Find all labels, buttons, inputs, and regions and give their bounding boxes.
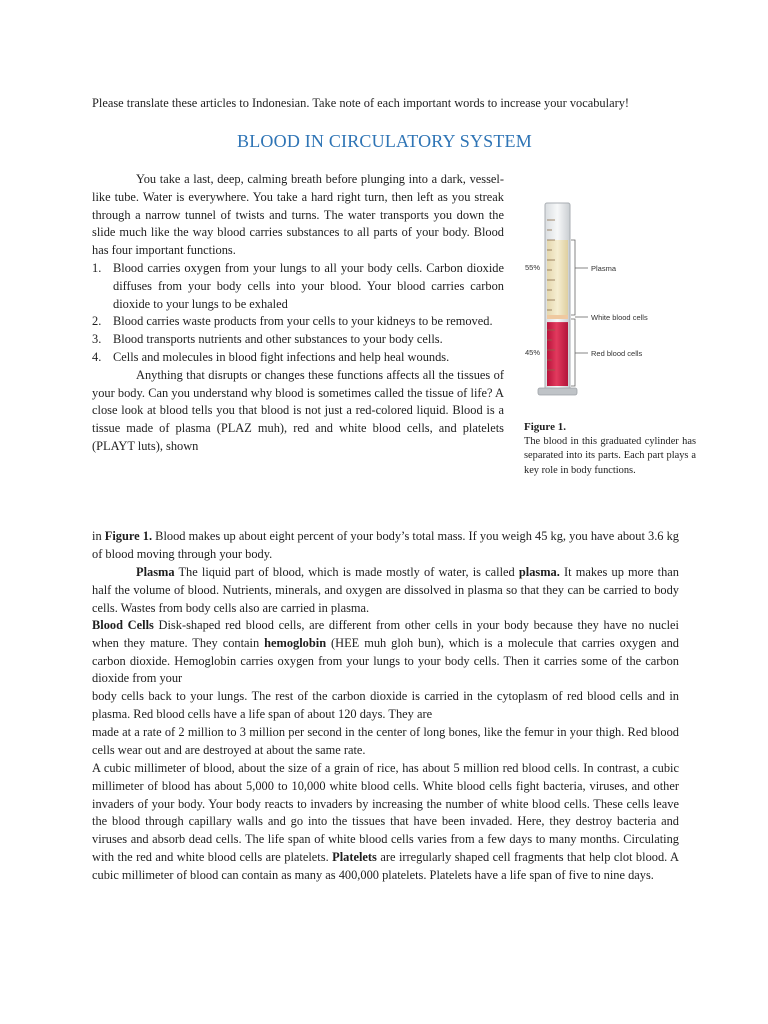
figure-reference: Figure 1. bbox=[104, 529, 153, 543]
figure-caption-text: The blood in this graduated cylinder has separated into its parts. Each part plays a key role in body functions. bbox=[524, 435, 696, 476]
blood-cells-heading: Blood Cells bbox=[92, 618, 154, 632]
blood-cells-line2: body cells back to your lungs. The rest of the carbon dioxide is carried in the cytoplasm of red blood cells and in plasma. Red blood cells have a life span of about 120 days. They are bbox=[92, 689, 679, 721]
red-cells-label: Red blood cells bbox=[591, 349, 643, 358]
instruction-text: Please translate these articles to Indonesian. Take note of each important words to increase your vocabulary! bbox=[92, 96, 630, 110]
left-column bbox=[92, 171, 504, 456]
intro-paragraph: You take a last, deep, calming breath before plunging into a dark, vessel-like tube. Water is everywhere. You take a hard right turn, then left as you streak through a narrow tunnel of twists and turns. The water transports you down the slide much like the way blood carries substances to all parts of your body. Blood has four important functions. bbox=[92, 172, 504, 258]
plasma-layer bbox=[547, 240, 568, 318]
graduated-cylinder-illustration bbox=[524, 198, 694, 403]
red-bracket bbox=[571, 319, 575, 386]
blood-cells-paragraph: Blood Cells Disk-shaped red blood cells, are different from other cells in your body because they have no nuclei when they mature. They contain hemoglobin (HEE muh gloh bun), which is a molecule that carries oxygen and carbon dioxide. Hemoglobin carries oxygen from your lungs to your body cells. Then it carries some of the carbon dioxide from your bbox=[92, 618, 679, 686]
functions-list bbox=[92, 260, 504, 367]
cylinder-base bbox=[538, 388, 577, 395]
plasma-heading: Plasma bbox=[136, 565, 175, 579]
list-item: 1. Blood carries oxygen from your lungs to all your body cells. Carbon dioxide diffuses from your body cells into your blood. Your blood carries carbon dioxide to your lungs to be exhaled bbox=[92, 260, 504, 311]
list-item: 3. Blood transports nutrients and other substances to your body cells. bbox=[92, 332, 443, 347]
plasma-bracket bbox=[571, 240, 575, 315]
hemoglobin-term: hemoglobin bbox=[264, 635, 327, 650]
white-blood-cell-band bbox=[547, 315, 568, 319]
blood-cells-line3: made at a rate of 2 million to 3 million per second in the center of long bones, like the femur in your thigh. Red blood cells wear out and are destroyed at about the same rate. bbox=[92, 725, 679, 757]
red-percent-label: 45% bbox=[525, 348, 541, 357]
article-title: BLOOD IN CIRCULATORY SYSTEM bbox=[237, 131, 532, 151]
plasma-term: plasma. bbox=[518, 565, 560, 579]
list-item: 4. Cells and molecules in blood fight infections and help heal wounds. bbox=[92, 349, 450, 364]
list-item: 2. Blood carries waste products from your cells to your kidneys to be removed. bbox=[92, 314, 493, 329]
disrupt-paragraph: Anything that disrupts or changes these functions affects all the tissues of your body. Can you understand why blood is sometimes called the tissue of life? A close look at blood tells you that blood is not just a red-colored liquid. Blood is a tissue made of plasma (PLAZ muh), red and white blood cells, and platelets (PLAYT luts), shown bbox=[92, 367, 504, 453]
red-blood-cell-layer bbox=[547, 322, 568, 386]
figure-caption-title: Figure 1. bbox=[524, 421, 566, 433]
figure-1 bbox=[524, 198, 694, 409]
disrupt-continuation: in Figure 1. Blood makes up about eight percent of your body’s total mass. If you weigh 45 kg, you have about 3.6 kg of blood moving through your body. bbox=[92, 529, 680, 561]
platelets-term: Platelets bbox=[332, 849, 377, 864]
plasma-label: Plasma bbox=[591, 264, 617, 273]
plasma-percent-label: 55% bbox=[525, 263, 541, 272]
cubic-paragraph: A cubic millimeter of blood, about the size of a grain of rice, has about 5 million red blood cells. In contrast, a cubic millimeter of blood has about 5,000 to 10,000 white blood cells. White blood cells fight bacteria, viruses, and other invaders of your body. Your body reacts to invaders by increasing the number of white blood cells. These cells leave the blood through capillary walls and go into the tissues that have been invaded. Here, they destroy bacteria and viruses and absorb dead cells. The life span of white blood cells varies from a few days to many months. Circulating with the red and white blood cells are platelets. Platelets are irregularly shaped cell fragments that help clot blood. A cubic millimeter of blood can contain as many as 400,000 platelets. Platelets have a life span of five to nine days. bbox=[92, 761, 679, 882]
white-cells-label: White blood cells bbox=[591, 313, 648, 322]
figure-caption bbox=[524, 420, 696, 478]
plasma-paragraph: Plasma The liquid part of blood, which is made mostly of water, is called plasma. It makes up more than half the volume of blood. Nutrients, minerals, and oxygen are dissolved in plasma so that they can be carried to body cells. Wastes from body cells also are carried in plasma. bbox=[92, 565, 679, 615]
